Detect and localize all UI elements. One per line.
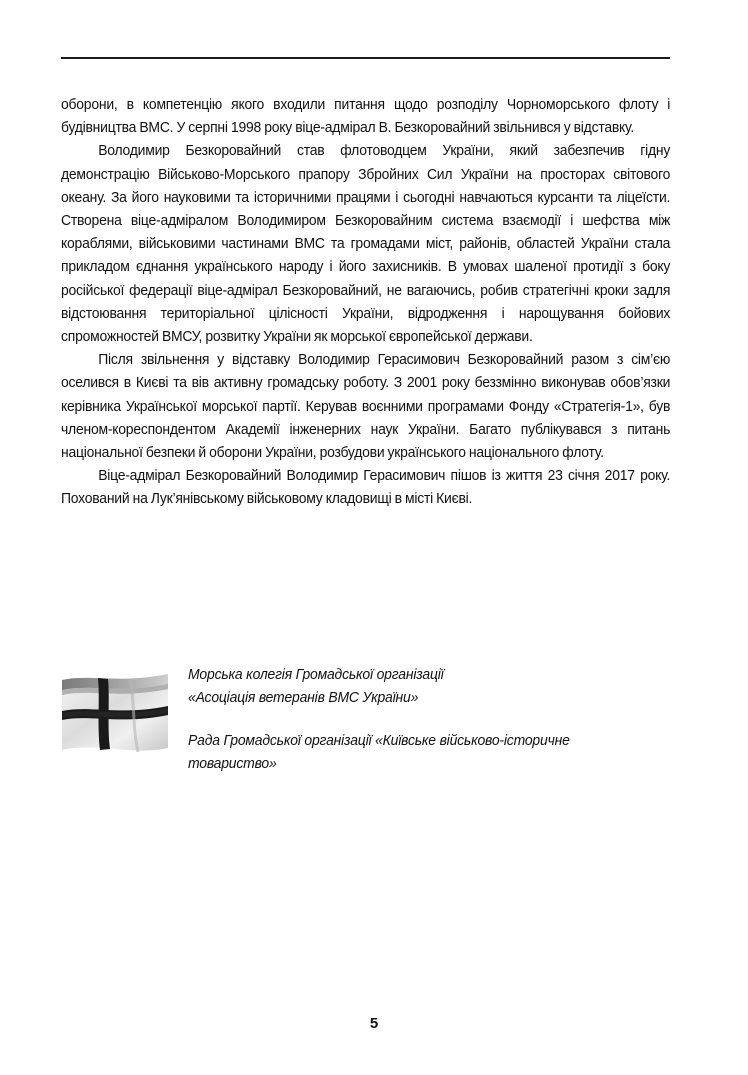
signature-block xyxy=(188,663,628,775)
header-rule xyxy=(61,57,670,59)
paragraph-2: Володимир Безкоровайний став флотоводцем України, який забезпечив гідну демонстрацію Військово-Морського прапору Збройних Сил України на просторах світового океану. За його науковими та історичними працями і сьогодні навчаються курсанти та ліцеїсти. Створена віце-адміралом Володимиром Безкоровайним система взаємодії і шефства між кораблями, військовими частинами ВМС та громадами міст, районів, областей України стала прикладом єднання українського народу і його захисників. В умовах шаленої протидії з боку російської федерації віце-адмірал Безкоровайний, не вагаючись, робив стратегічні кроки задля відстоювання територіальної цілісності України, відродження і нарощування бойових спроможностей ВМСУ, розвитку України як морської європейської держави. xyxy=(61,142,671,346)
page-number: 5 xyxy=(369,1015,379,1032)
signature-historical-society-line2: товариство» xyxy=(188,755,277,772)
paragraph-4: Віце-адмірал Безкоровайний Володимир Герасимович пішов із життя 23 січня 2017 року. Похований на Лук’янівському військовому кладовищі в місті Києві. xyxy=(61,467,671,508)
paragraph-1: оборони, в компетенцію якого входили питання щодо розподілу Чорноморського флоту і будівництва ВМС. У серпні 1998 року віце-адмірал В. Безкоровайний звільнився у відставку. xyxy=(61,96,671,137)
signature-naval-board xyxy=(188,663,625,709)
paragraph-3: Після звільнення у відставку Володимир Герасимович Безкоровайний разом з сім’єю оселився в Києві та вів активну громадську роботу. З 2001 року беззмінно виконував обов’язки керівника Української морської партії. Керував воєнними програмами Фонду «Стратегія-1», був членом-кореспондентом Академії інженерних наук України. Багато публікувався з питань національної безпеки й оборони України, розбудови українського національного флоту. xyxy=(61,351,671,462)
signature-naval-board-line2: «Асоціація ветеранів ВМС України» xyxy=(188,689,419,706)
signature-naval-board-line1: Морська колегія Громадської організації xyxy=(188,666,444,683)
naval-ensign-flag-icon xyxy=(60,670,170,752)
article-body xyxy=(61,93,670,511)
signature-historical-society-line1: Рада Громадської організації «Київське військово-історичне xyxy=(188,732,570,749)
signature-historical-society xyxy=(188,729,625,775)
